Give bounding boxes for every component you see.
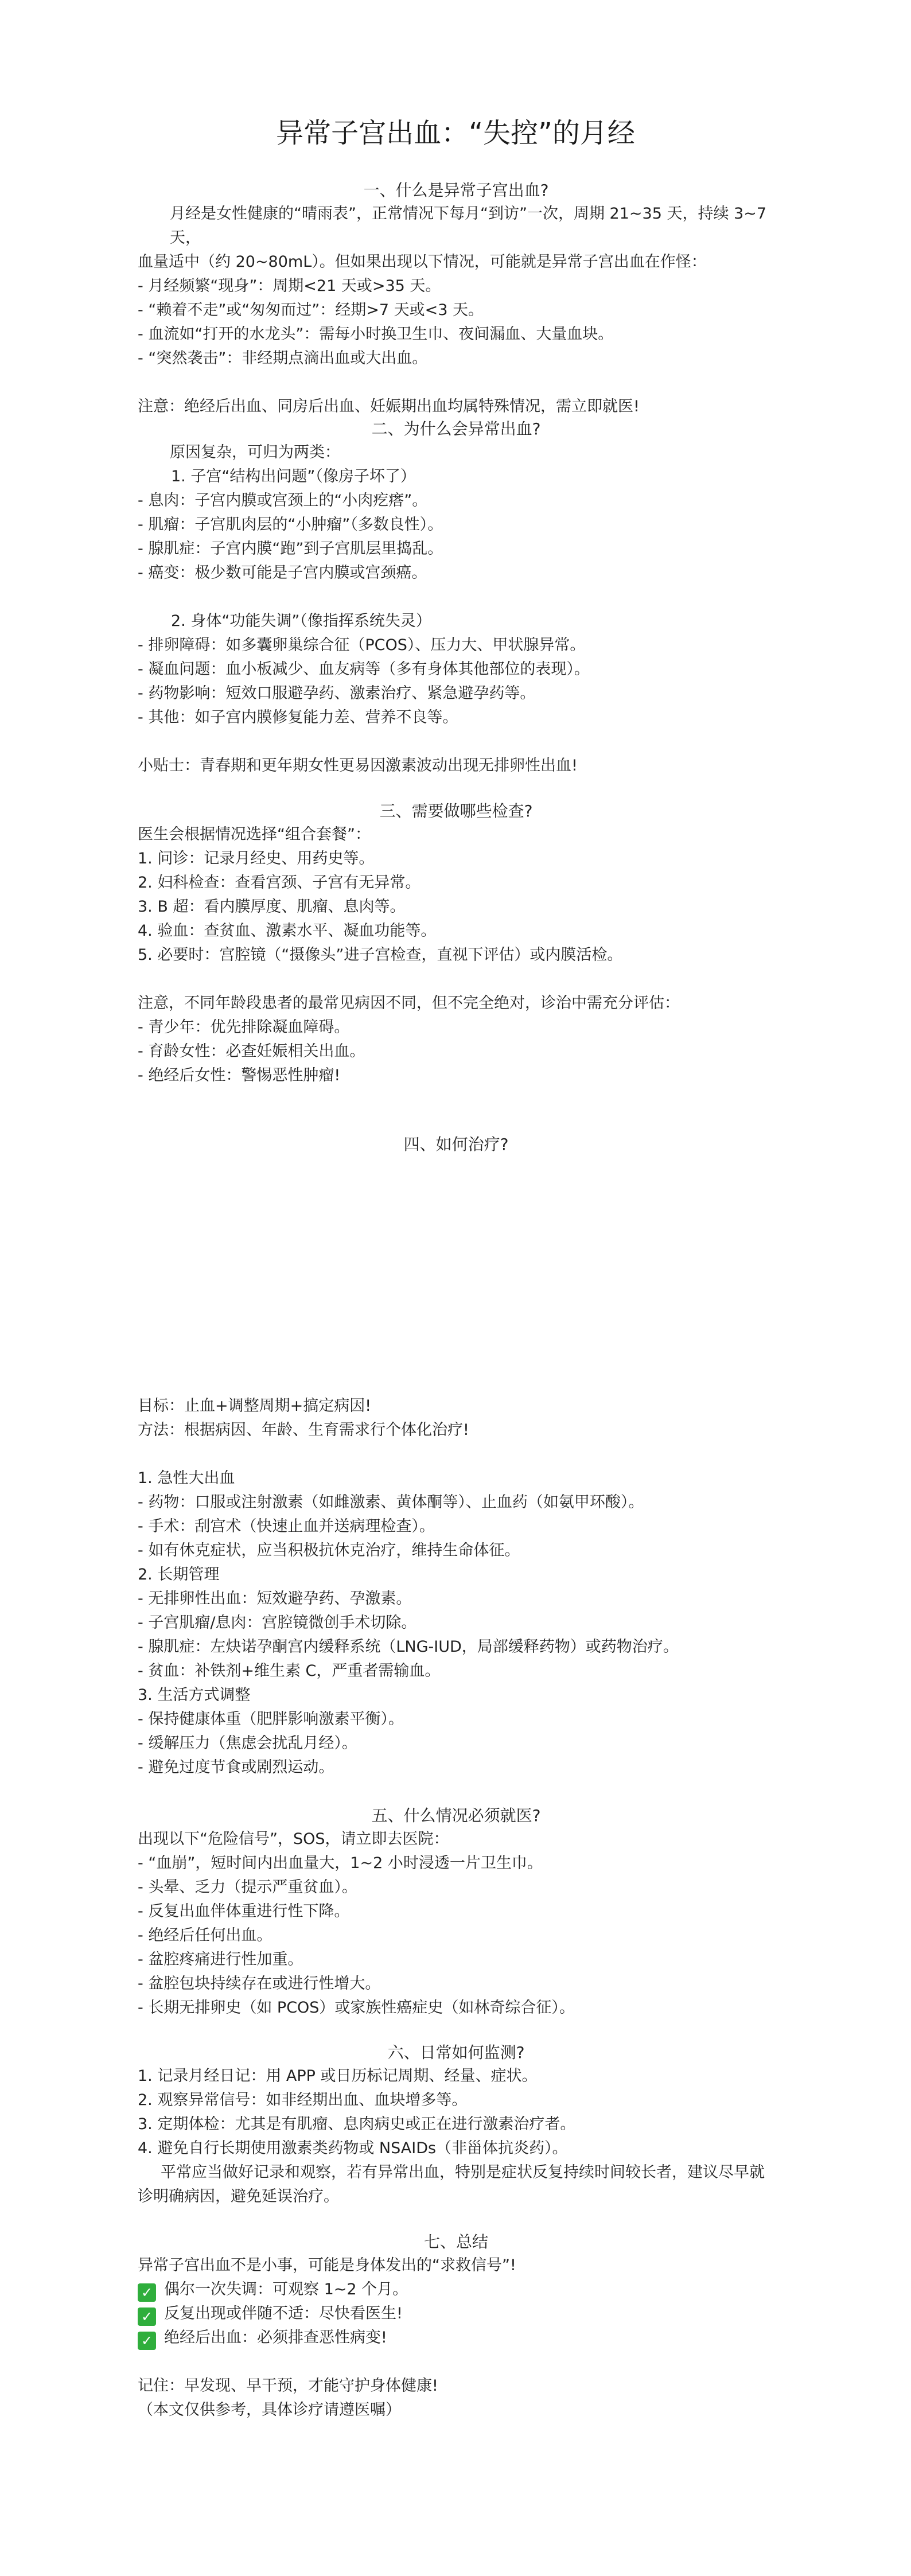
white-check-mark-icon: ✓ xyxy=(138,2283,156,2302)
checklist-item-label: 绝经后出血：必须排查恶性病变! xyxy=(164,2329,387,2347)
checklist-item xyxy=(138,2326,774,2350)
paragraph-line: 月经是女性健康的“晴雨表”，正常情况下每月“到访”一次，周期 21~35 天，持续 3~7 天， xyxy=(170,205,772,247)
list-item: - 无排卵性出血：短效避孕药、孕激素。 xyxy=(138,1590,412,1608)
list-item: - “血崩”，短时间内出血量大，1~2 小时浸透一片卫生巾。 xyxy=(138,1854,543,1872)
list-item: 3. 定期体检：尤其是有肌瘤、息肉病史或正在进行激素治疗者。 xyxy=(138,2115,576,2133)
section-heading: 五、什么情况必须就医? xyxy=(371,1806,541,1825)
list-item: - 血流如“打开的水龙头”：需每小时换卫生巾、夜间漏血、大量血块。 xyxy=(138,325,614,343)
section-summary xyxy=(138,2231,774,2422)
list-item: - 头晕、乏力（提示严重贫血）。 xyxy=(138,1878,357,1896)
list-item: 2. 观察异常信号：如非经期出血、血块增多等。 xyxy=(138,2091,468,2109)
list-item: 2. 长期管理 xyxy=(138,1566,220,1583)
goal-text: 目标：止血+调整周期+搞定病因! xyxy=(138,1397,372,1415)
list-item: - 月经频繁“现身”：周期<21 天或>35 天。 xyxy=(138,277,441,295)
list-item: - 育龄女性：必查妊娠相关出血。 xyxy=(138,1042,365,1060)
list-item: - 排卵障碍：如多囊卵巢综合征（PCOS）、压力大、甲状腺异常。 xyxy=(138,636,586,654)
subheading: 2. 身体“功能失调”（像指挥系统失灵） xyxy=(171,612,431,630)
list-item: - “突然袭击”：非经期点滴出血或大出血。 xyxy=(138,349,428,367)
checklist-item-label: 偶尔一次失调：可观察 1~2 个月。 xyxy=(164,2281,408,2298)
paragraph-line: 诊明确病因，避免延误治疗。 xyxy=(138,2188,339,2205)
section-heading: 七、总结 xyxy=(423,2232,488,2251)
closing-text: 记住：早发现、早干预，才能守护身体健康! xyxy=(138,2377,438,2395)
method-text: 方法：根据病因、年龄、生育需求行个体化治疗! xyxy=(138,1421,469,1439)
list-item: - 凝血问题：血小板减少、血友病等（多有身体其他部位的表现）。 xyxy=(138,660,590,678)
paragraph-line: 原因复杂，可归为两类： xyxy=(170,443,340,461)
section-when-to-see-doctor xyxy=(138,1804,774,2020)
section-treatment-heading xyxy=(138,1133,774,1156)
list-item: - 反复出血伴体重进行性下降。 xyxy=(138,1902,350,1920)
section-exams xyxy=(138,800,774,1088)
page-title: 异常子宫出血：“失控”的月经 xyxy=(276,117,635,149)
list-item: - 缓解压力（焦虑会扰乱月经）。 xyxy=(138,1734,357,1752)
section-heading: 四、如何治疗? xyxy=(403,1135,509,1154)
blank-line xyxy=(138,585,774,609)
list-item: - 如有休克症状，应当积极抗休克治疗，维持生命体征。 xyxy=(138,1542,520,1559)
section-what-is xyxy=(138,179,774,419)
list-item: 1. 问诊：记录月经史、用药史等。 xyxy=(138,850,375,867)
checklist-item-label: 反复出现或伴随不适：尽快看医生! xyxy=(164,2305,403,2322)
tip-text: 小贴士：青春期和更年期女性更易因激素波动出现无排卵性出血! xyxy=(138,757,578,775)
blank-line xyxy=(138,1442,774,1466)
list-item: - 贫血：补铁剂+维生素 C，严重者需输血。 xyxy=(138,1662,441,1680)
checklist-item xyxy=(138,2302,774,2326)
list-item: 1. 急性大出血 xyxy=(138,1469,235,1487)
section-treatment xyxy=(138,1394,774,1780)
list-item: - 绝经后任何出血。 xyxy=(138,1927,272,1944)
blank-line xyxy=(138,2350,774,2374)
paragraph-line: 平常应当做好记录和观察，若有异常出血，特别是症状反复持续时间较长者，建议尽早就 xyxy=(161,2163,765,2181)
section-heading: 一、什么是异常子宫出血? xyxy=(363,181,549,200)
list-item: - 避免过度节食或剧烈运动。 xyxy=(138,1758,334,1776)
list-item: - 青少年：优先排除凝血障碍。 xyxy=(138,1018,350,1036)
blank-line xyxy=(138,730,774,754)
section-heading: 二、为什么会异常出血? xyxy=(371,419,541,438)
list-item: - “赖着不走”或“匆匆而过”：经期>7 天或<3 天。 xyxy=(138,301,484,319)
list-item: 4. 避免自行长期使用激素类药物或 NSAIDs（非甾体抗炎药）。 xyxy=(138,2139,568,2157)
list-item: - 盆腔包块持续存在或进行性增大。 xyxy=(138,1975,381,1993)
section-heading: 六、日常如何监测? xyxy=(387,2043,525,2062)
list-item: 3. B 超：看内膜厚度、肌瘤、息肉等。 xyxy=(138,898,406,916)
list-item: 4. 验血：查贫血、激素水平、凝血功能等。 xyxy=(138,922,437,940)
list-item: 3. 生活方式调整 xyxy=(138,1686,251,1704)
paragraph-line: 出现以下“危险信号”，SOS，请立即去医院： xyxy=(138,1830,449,1848)
list-item: 1. 记录月经日记：用 APP 或日历标记周期、经量、症状。 xyxy=(138,2067,538,2085)
list-item: - 手术：刮宫术（快速止血并送病理检查）。 xyxy=(138,1517,435,1535)
white-check-mark-icon: ✓ xyxy=(138,2307,156,2326)
list-item: - 腺肌症：子宫内膜“跑”到子宫肌层里捣乱。 xyxy=(138,540,443,558)
note-text: 注意，不同年龄段患者的最常见病因不同，但不完全绝对，诊治中需充分评估： xyxy=(138,994,680,1012)
white-check-mark-icon: ✓ xyxy=(138,2332,156,2350)
section-causes xyxy=(138,418,774,778)
list-item: - 肌瘤：子宫肌肉层的“小肿瘤”（多数良性）。 xyxy=(138,516,443,534)
list-item: 5. 必要时：宫腔镜（“摄像头”进子宫检查，直视下评估）或内膜活检。 xyxy=(138,946,623,964)
subheading: 1. 子宫“结构出问题”（像房子坏了） xyxy=(171,468,416,485)
list-item: 2. 妇科检查：查看宫颈、子宫有无异常。 xyxy=(138,874,421,892)
list-item: - 药物影响：短效口服避孕药、激素治疗、紧急避孕药等。 xyxy=(138,684,536,702)
checklist-item xyxy=(138,2278,774,2302)
paragraph-line: 血量适中（约 20~80mL）。但如果出现以下情况，可能就是异常子宫出血在作怪： xyxy=(138,253,707,271)
list-item: - 癌变：极少数可能是子宫内膜或宫颈癌。 xyxy=(138,564,427,582)
list-item: - 子宫肌瘤/息肉：宫腔镜微创手术切除。 xyxy=(138,1614,417,1632)
note-text: 注意：绝经后出血、同房后出血、妊娠期出血均属特殊情况，需立即就医! xyxy=(138,398,640,415)
list-item: - 药物：口服或注射激素（如雌激素、黄体酮等）、止血药（如氨甲环酸）。 xyxy=(138,1493,644,1511)
section-heading: 三、需要做哪些检查? xyxy=(379,801,533,820)
list-item: - 保持健康体重（肥胖影响激素平衡）。 xyxy=(138,1710,404,1728)
list-item: - 腺肌症：左炔诺孕酮宫内缓释系统（LNG-IUD，局部缓释药物）或药物治疗。 xyxy=(138,1638,679,1656)
paragraph-line: 医生会根据情况选择“组合套餐”： xyxy=(138,826,371,843)
disclaimer-text: （本文仅供参考，具体诊疗请遵医嘱） xyxy=(138,2401,401,2419)
list-item: - 绝经后女性：警惕恶性肿瘤! xyxy=(138,1067,341,1084)
list-item: - 长期无排卵史（如 PCOS）或家族性癌症史（如林奇综合征）。 xyxy=(138,1999,575,2017)
blank-line xyxy=(138,967,774,991)
list-item: - 盆腔疼痛进行性加重。 xyxy=(138,1951,303,1968)
section-monitoring xyxy=(138,2041,774,2209)
list-item: - 其他：如子宫内膜修复能力差、营养不良等。 xyxy=(138,709,458,726)
list-item: - 息肉：子宫内膜或宫颈上的“小肉疙瘩”。 xyxy=(138,492,428,509)
paragraph-line: 异常子宫出血不是小事，可能是身体发出的“求救信号”! xyxy=(138,2256,516,2274)
blank-line xyxy=(138,371,774,395)
